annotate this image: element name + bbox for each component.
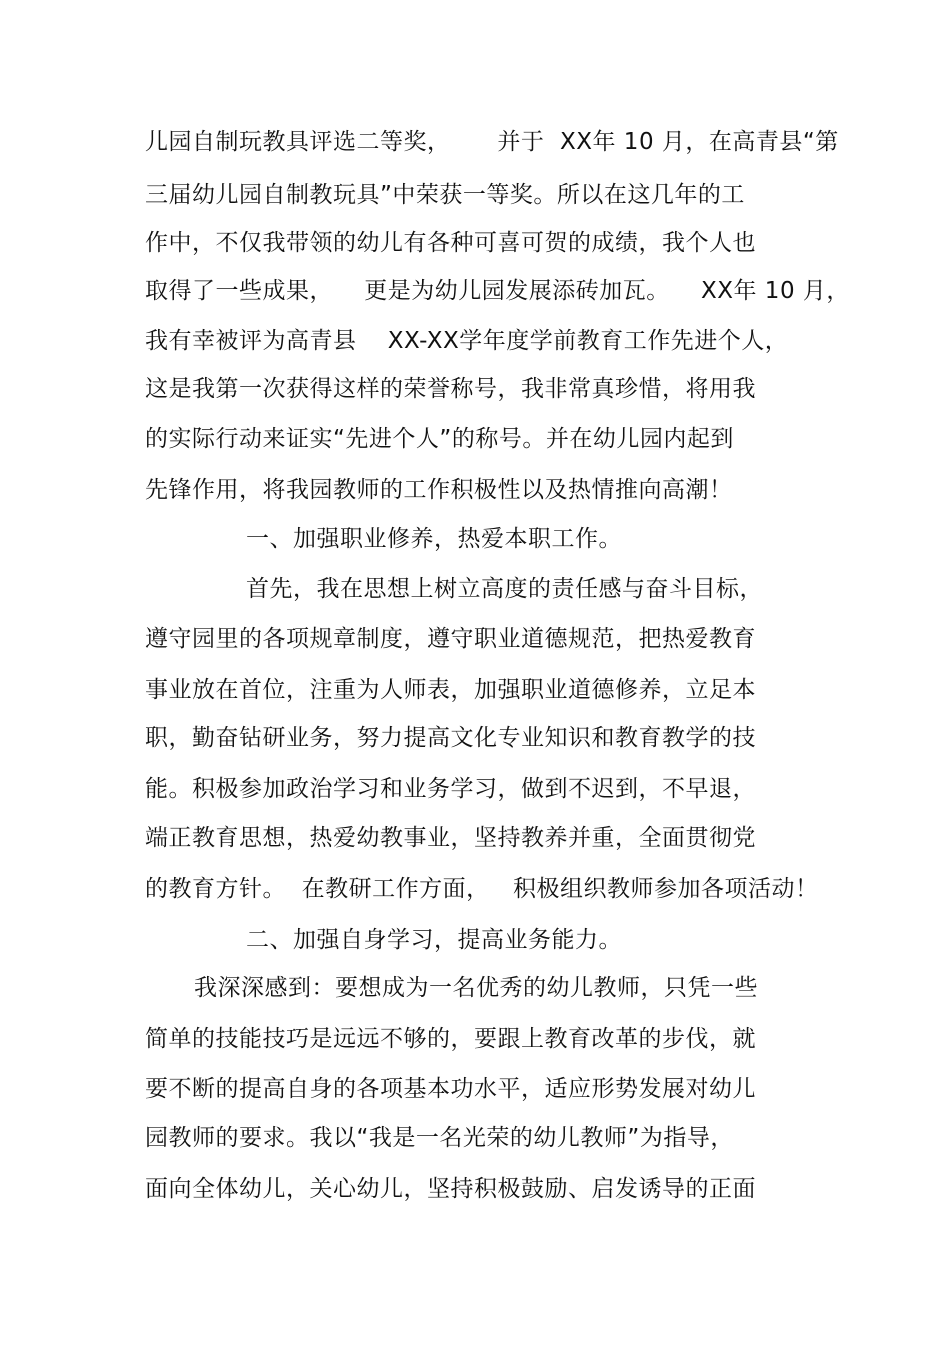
section-heading-1: 一、加强职业修养，热爱本职工作。: [246, 526, 622, 552]
section-heading-2: 二、加强自身学习，提高业务能力。: [246, 927, 622, 953]
text-line-19: 简单的技能技巧是远远不够的，要跟上教育改革的步伐，就: [145, 1026, 756, 1052]
text-line-22: 面向全体幼儿，关心幼儿，坚持积极鼓励、启发诱导的正面: [145, 1176, 756, 1202]
text-line-3: 作中，不仅我带领的幼儿有各种可喜可贺的成绩，我个人也: [145, 230, 756, 256]
text-line-4: 取得了一些成果， 更是为幼儿园发展添砖加瓦。 XX年 10 月，: [145, 278, 850, 304]
text-line-16: 的教育方针。 在教研工作方面， 积极组织教师参加各项活动！: [145, 876, 819, 902]
text-line-20: 要不断的提高自身的各项基本功水平，适应形势发展对幼儿: [145, 1076, 756, 1102]
text-line-15: 端正教育思想，热爱幼教事业，坚持教养并重，全面贯彻党: [145, 825, 756, 851]
text-line-1: 儿园自制玩教具评选二等奖， 并于 XX年 10 月，在高青县“第: [145, 129, 839, 155]
text-line-10: 首先，我在思想上树立高度的责任感与奋斗目标，: [246, 576, 763, 602]
text-line-14: 能。积极参加政治学习和业务学习，做到不迟到，不早退，: [145, 776, 756, 802]
text-line-18: 我深深感到：要想成为一名优秀的幼儿教师，只凭一些: [194, 975, 758, 1001]
text-line-8: 先锋作用，将我园教师的工作积极性以及热情推向高潮！: [145, 477, 733, 503]
text-line-7: 的实际行动来证实“先进个人”的称号。并在幼儿园内起到: [145, 426, 734, 452]
text-line-6: 这是我第一次获得这样的荣誉称号，我非常真珍惜，将用我: [145, 376, 756, 402]
text-line-5: 我有幸被评为高青县 XX-XX学年度学前教育工作先进个人，: [145, 328, 789, 354]
text-line-11: 遵守园里的各项规章制度，遵守职业道德规范，把热爱教育: [145, 626, 756, 652]
text-line-2: 三届幼儿园自制教玩具”中荣获一等奖。所以在这几年的工: [145, 182, 745, 208]
text-line-21: 园教师的要求。我以“我是一名光荣的幼儿教师”为指导，: [145, 1125, 734, 1151]
text-line-12: 事业放在首位，注重为人师表，加强职业道德修养，立足本: [145, 677, 756, 703]
text-line-13: 职，勤奋钻研业务，努力提高文化专业知识和教育教学的技: [145, 725, 756, 751]
